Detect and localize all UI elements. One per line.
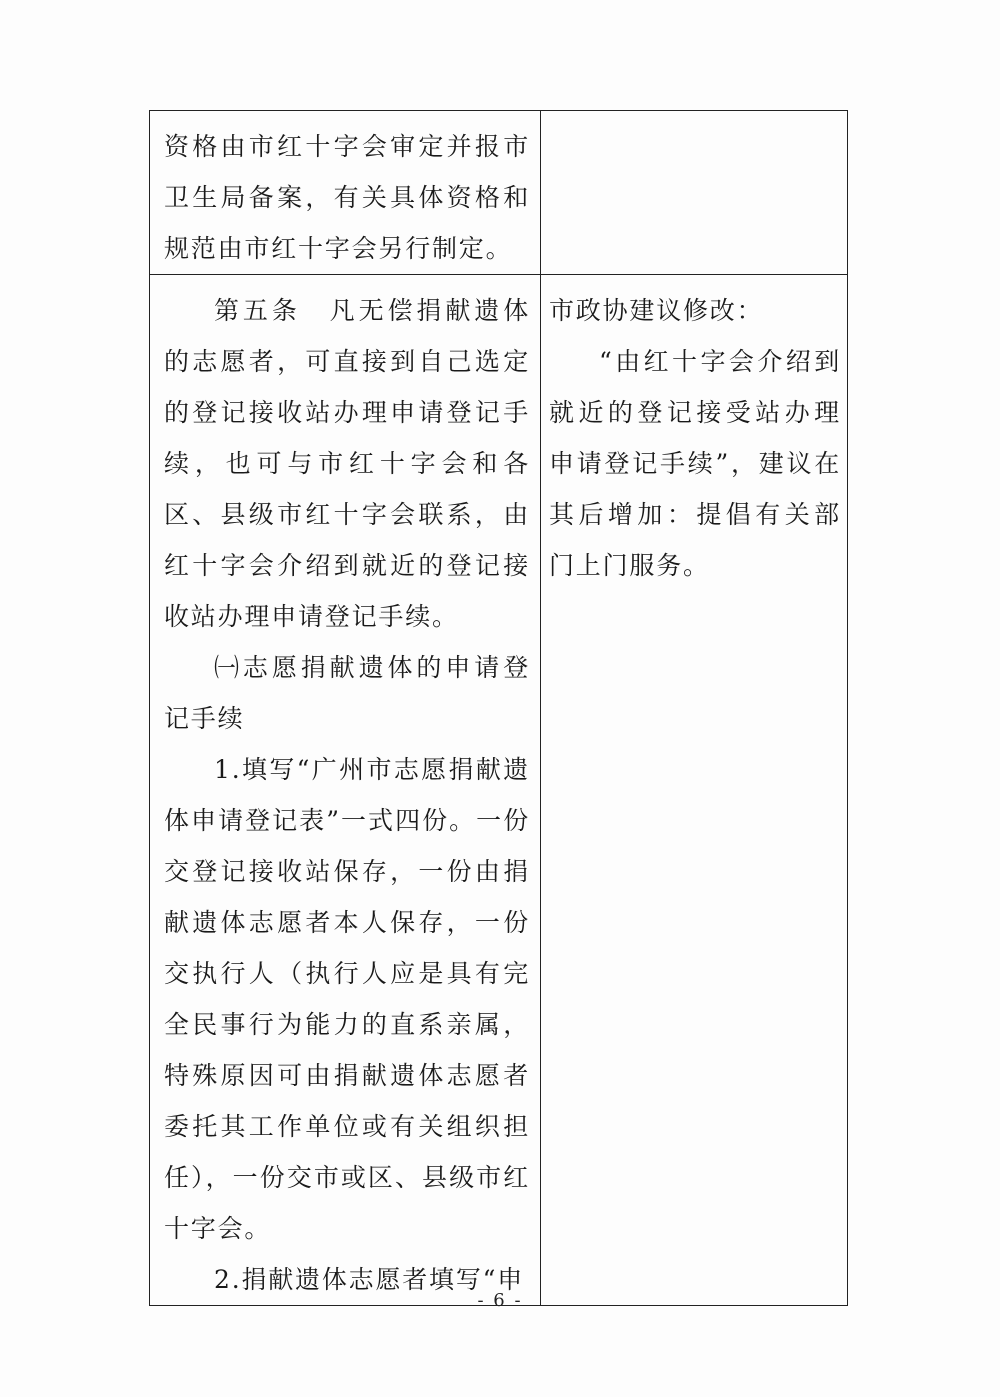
table-cell-original [150,111,541,275]
subsection-heading: ㈠志愿捐献遗体的申请登记手续 [164,653,530,733]
comparison-table [149,110,848,1306]
table-cell-comment [541,275,848,1306]
table-cell-comment [541,111,848,275]
comment-body: “由红十字会介绍到就近的登记接受站办理申请登记手续”，建议在其后增加：提倡有关部门上门服务。 [549,347,841,580]
item-two-paragraph: 2.捐献遗体志愿者填写“申 [214,1265,525,1294]
table-row [150,275,848,1306]
table-row [150,111,848,275]
comment-heading: 市政协建议修改： [549,296,764,325]
article-five-paragraph: 第五条 凡无偿捐献遗体的志愿者，可直接到自己选定的登记接收站办理申请登记手续，也可与市红十字会和各区、县级市红十字会联系，由红十字会介绍到就近的登记接收站办理申请登记手续。 [164,296,530,631]
table-cell-original [150,275,541,1306]
row1-original-text: 资格由市红十字会审定并报市卫生局备案，有关具体资格和规范由市红十字会另行制定。 [164,132,530,263]
page-number: - 6 - [477,1290,523,1311]
item-one-paragraph: 1.填写“广州市志愿捐献遗体申请登记表”一式四份。一份交登记接收站保存，一份由捐献遗体志愿者本人保存，一份交执行人（执行人应是具有完全民事行为能力的直系亲属，特殊原因可由捐献遗体志愿者委托其工作单位或有关组织担任），一份交市或区、县级市红十字会。 [164,755,530,1243]
